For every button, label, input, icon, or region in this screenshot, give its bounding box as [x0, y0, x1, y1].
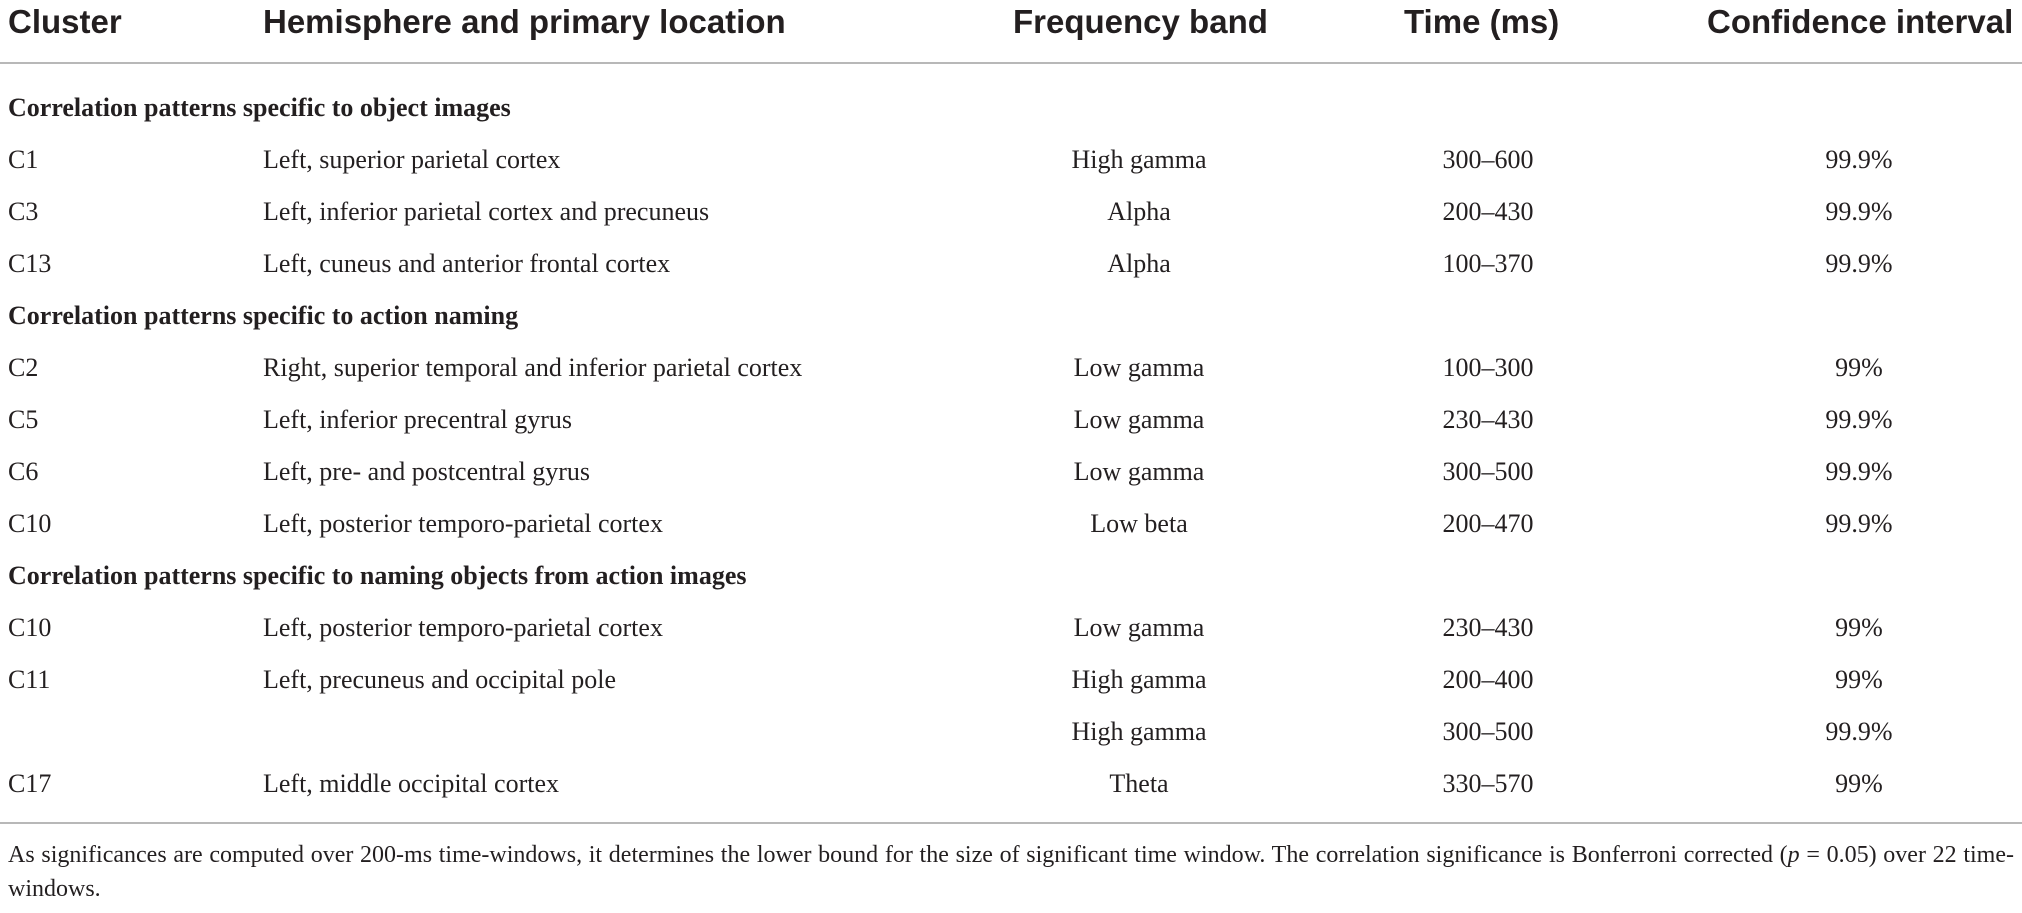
cell-ci: 99.9% [1825, 145, 1893, 174]
cell-ci: 99% [1835, 769, 1883, 798]
cell-ci: 99.9% [1825, 509, 1893, 538]
cell-ci: 99% [1835, 613, 1883, 642]
cell-ci: 99.9% [1825, 405, 1893, 434]
cell-cluster: C10 [8, 613, 52, 642]
cell-time: 300–500 [1442, 457, 1534, 486]
footnote-text-1: As significances are computed over 200-ms time-windows, it determines the lower bound for the size of significant time window. The correlation significance is Bonferroni corrected ( [8, 842, 1788, 868]
cell-time: 300–600 [1442, 145, 1534, 174]
cell-location: Left, posterior temporo-parietal cortex [263, 613, 663, 642]
cell-ci: 99.9% [1825, 249, 1893, 278]
cell-ci: 99.9% [1825, 197, 1893, 226]
cell-location: Left, inferior precentral gyrus [263, 405, 572, 434]
cell-band: High gamma [1071, 665, 1207, 694]
header-time: Time (ms) [1404, 3, 1560, 40]
cell-cluster: C2 [8, 353, 39, 382]
footnote-p-symbol: p [1787, 842, 1800, 868]
cell-ci: 99% [1835, 353, 1883, 382]
cell-time: 230–430 [1442, 405, 1534, 434]
cell-time: 330–570 [1442, 769, 1534, 798]
table-row [0, 394, 2022, 446]
cell-ci: 99.9% [1825, 457, 1893, 486]
cell-band: Low gamma [1073, 613, 1205, 642]
cell-location: Left, posterior temporo-parietal cortex [263, 509, 663, 538]
table-footnote [8, 838, 2014, 906]
cell-band: Alpha [1107, 197, 1171, 226]
cell-cluster: C3 [8, 197, 39, 226]
table-row [0, 602, 2022, 654]
cell-cluster: C10 [8, 509, 52, 538]
cell-band: Low gamma [1073, 457, 1205, 486]
table-row [0, 134, 2022, 186]
cell-location: Left, superior parietal cortex [263, 145, 561, 174]
cell-cluster: C11 [8, 665, 51, 694]
cell-location: Left, middle occipital cortex [263, 769, 559, 798]
footnote-text-2: = 0.05) over 22 time-windows. [8, 842, 2014, 902]
header-cluster: Cluster [8, 3, 122, 40]
cell-time: 200–430 [1442, 197, 1534, 226]
cell-time: 100–370 [1442, 249, 1534, 278]
cell-cluster: C17 [8, 769, 52, 798]
table-header [0, 0, 2022, 64]
header-rule [0, 62, 2022, 64]
table-row [0, 498, 2022, 550]
cell-location: Left, cuneus and anterior frontal cortex [263, 249, 671, 278]
section-title: Correlation patterns specific to naming objects from action images [8, 561, 747, 590]
header-frequency-band: Frequency band [1013, 3, 1268, 40]
section-title: Correlation patterns specific to action naming [8, 301, 519, 330]
cell-time: 300–500 [1442, 717, 1534, 746]
table-row [0, 706, 2022, 758]
cell-location: Left, inferior parietal cortex and precuneus [263, 197, 710, 226]
table-row [0, 342, 2022, 394]
cell-location: Left, pre- and postcentral gyrus [263, 457, 591, 486]
section-title: Correlation patterns specific to object images [8, 93, 511, 122]
cell-ci: 99% [1835, 665, 1883, 694]
cell-cluster: C1 [8, 145, 39, 174]
cell-time: 100–300 [1442, 353, 1534, 382]
cell-time: 200–400 [1442, 665, 1534, 694]
cell-band: Low gamma [1073, 353, 1205, 382]
table-row [0, 758, 2022, 810]
cell-location: Left, precuneus and occipital pole [263, 665, 617, 694]
cell-band: Alpha [1107, 249, 1171, 278]
footer-rule [0, 822, 2022, 824]
table-row [0, 446, 2022, 498]
cell-ci: 99.9% [1825, 717, 1893, 746]
table-row [0, 238, 2022, 290]
cell-cluster: C13 [8, 249, 52, 278]
cell-band: High gamma [1071, 145, 1207, 174]
cell-time: 200–470 [1442, 509, 1534, 538]
header-confidence-interval: Confidence interval [1707, 3, 2014, 40]
cell-cluster: C5 [8, 405, 39, 434]
table-row [0, 654, 2022, 706]
cell-location: Right, superior temporal and inferior parietal cortex [263, 353, 803, 382]
cell-cluster: C6 [8, 457, 39, 486]
cell-band: Low gamma [1073, 405, 1205, 434]
cell-band: Theta [1109, 769, 1169, 798]
header-location: Hemisphere and primary location [263, 3, 786, 40]
cell-band: High gamma [1071, 717, 1207, 746]
cell-band: Low beta [1090, 509, 1188, 538]
table-row [0, 186, 2022, 238]
cell-time: 230–430 [1442, 613, 1534, 642]
